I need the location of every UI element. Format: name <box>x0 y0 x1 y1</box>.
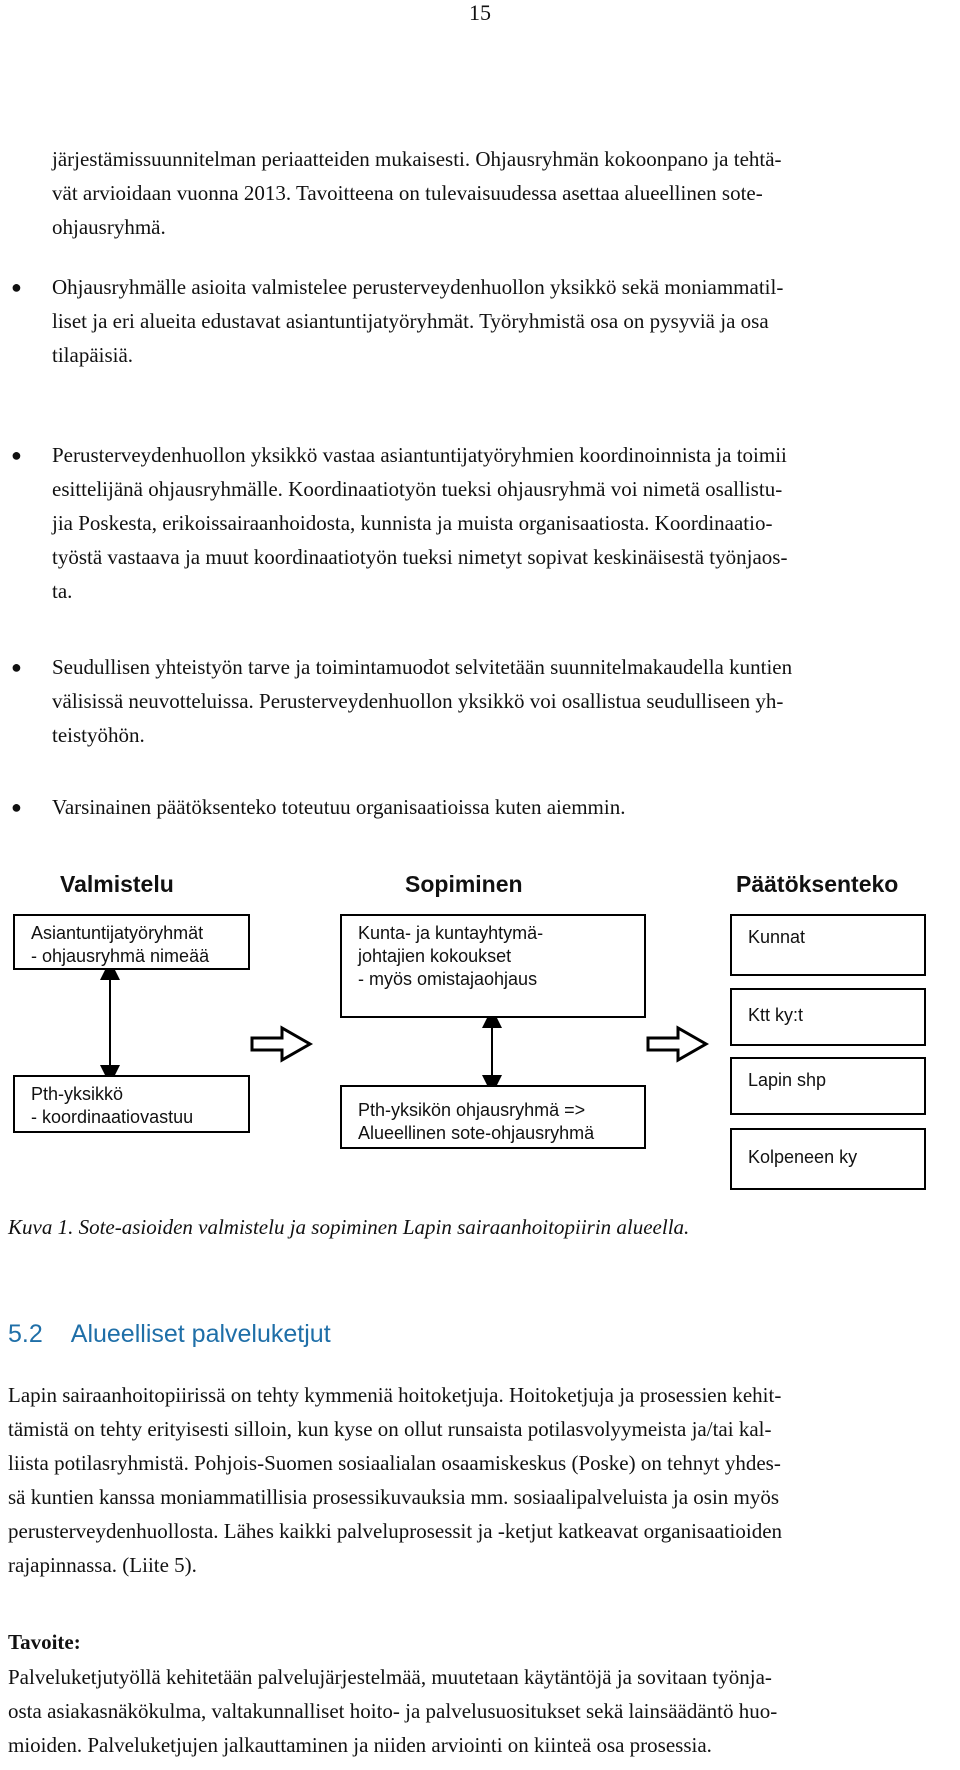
text-line: esittelijänä ohjausryhmälle. Koordinaatiotyön tueksi ohjausryhmä voi nimetä osallistu- <box>52 477 783 501</box>
text-line: tilapäisiä. <box>52 343 134 367</box>
bullet-icon: ● <box>11 797 22 817</box>
text-line: Lapin sairaanhoitopiirissä on tehty kymmeniä hoitoketjuja. Hoitoketjuja ja prosessien kehit- <box>8 1383 782 1407</box>
heading-sopiminen: Sopiminen <box>405 871 523 897</box>
bullet-item <box>11 790 942 824</box>
box-line: Pth-yksikkö <box>31 1084 124 1104</box>
box-line: - myös omistajaohjaus <box>358 969 538 989</box>
box-line: Asiantuntijatyöryhmät <box>31 923 204 943</box>
block-arrow-right-1 <box>252 1028 310 1060</box>
text-line: Varsinainen päätöksenteko toteutuu organisaatioissa kuten aiemmin. <box>52 795 626 819</box>
text-line: järjestämissuunnitelman periaatteiden mukaisesti. Ohjausryhmän kokoonpano ja tehtä- <box>52 147 782 171</box>
text-line: Seudullisen yhteistyön tarve ja toimintamuodot selvitetään suunnitelmakaudella kuntien <box>52 655 793 679</box>
figure-caption: Kuva 1. Sote-asioiden valmistelu ja sopiminen Lapin sairaanhoitopiirin alueella. <box>8 1215 690 1239</box>
text-line: jia Poskesta, erikoissairaanhoidosta, kunnista ja muista organisaatiosta. Koordinaatio- <box>52 511 773 535</box>
text-line: työstä vastaava ja muut koordinaatiotyön tueksi nimetyt sopivat keskinäisestä työnjaos- <box>52 545 788 569</box>
text-line: ohjausryhmä. <box>52 215 166 239</box>
box-pth-ohjausryhma <box>340 1085 646 1149</box>
section-heading <box>8 1318 331 1350</box>
text-line: mioiden. Palveluketjujen jalkauttaminen ja niiden arviointi on kiinteä osa prosessia. <box>8 1733 712 1757</box>
bullet-icon: ● <box>11 277 22 297</box>
bullet-item <box>11 650 942 752</box>
box-kunta-johtajat <box>340 914 646 1018</box>
bullet-item <box>11 270 942 372</box>
text-line: liset ja eri alueita edustavat asiantuntijatyöryhmät. Työryhmistä osa on pysyviä ja osa <box>52 309 769 333</box>
box-line: Alueellinen sote-ohjausryhmä <box>358 1123 595 1143</box>
text-line: Perusterveydenhuollon yksikkö vastaa asiantuntijatyöryhmien koordinoinnista ja toimii <box>52 443 787 467</box>
text-line: osta asiakasnäkökulma, valtakunnalliset hoito- ja palvelusuositukset sekä lainsäädäntö huo- <box>8 1699 778 1723</box>
block-arrow-right-2 <box>648 1028 706 1060</box>
text-line: ta. <box>52 579 73 603</box>
text-line: Ohjausryhmälle asioita valmistelee perusterveydenhuollon yksikkö sekä moniammatil- <box>52 275 784 299</box>
section-paragraph <box>8 1378 943 1582</box>
box-ktt-kyt: Ktt ky:t <box>730 988 926 1046</box>
intro-paragraph <box>52 142 942 244</box>
section-number: 5.2 <box>8 1320 43 1348</box>
section-title: Alueelliset palveluketjut <box>70 1320 331 1348</box>
figure-diagram <box>0 870 960 1200</box>
text-line: vät arvioidaan vuonna 2013. Tavoitteena on tulevaisuudessa asettaa alueellinen sote- <box>52 181 763 205</box>
box-line: - ohjausryhmä nimeää <box>31 946 210 966</box>
box-line: johtajien kokoukset <box>358 946 512 966</box>
text-line: perusterveydenhuollosta. Lähes kaikki palveluprosessit ja -ketjut katkeavat organisaatioiden <box>8 1519 783 1543</box>
box-line: - koordinaatiovastuu <box>31 1107 194 1127</box>
text-line: tämistä on tehty erityisesti silloin, kun kyse on ollut runsaista potilasvolyymeista ja/tai kal- <box>8 1417 772 1441</box>
box-kunnat: Kunnat <box>730 914 926 976</box>
text-line: teistyöhön. <box>52 723 145 747</box>
text-line: liista potilasryhmistä. Pohjois-Suomen sosiaalialan osaamiskeskus (Poske) on tehnyt yhdes- <box>8 1451 781 1475</box>
box-kolpeneen-ky: Kolpeneen ky <box>730 1128 926 1190</box>
heading-valmistelu: Valmistelu <box>60 871 174 897</box>
box-line: Pth-yksikön ohjausryhmä => <box>358 1100 586 1120</box>
box-line: Kunta- ja kuntayhtymä- <box>358 923 544 943</box>
text-line: Palveluketjutyöllä kehitetään palvelujärjestelmää, muutetaan käytäntöjä ja sovitaan työnja- <box>8 1665 772 1689</box>
text-line: rajapinnassa. (Liite 5). <box>8 1553 197 1577</box>
goal-paragraph <box>8 1660 943 1762</box>
text-line: sä kuntien kanssa moniammatillisia prosessikuvauksia mm. sosiaalipalveluista ja osin myös <box>8 1485 780 1509</box>
box-pth-yksikko <box>13 1075 250 1133</box>
bullet-icon: ● <box>11 657 22 677</box>
goal-label: Tavoite: <box>8 1630 81 1654</box>
text-line: välisissä neuvotteluissa. Perusterveydenhuollon yksikkö voi osallistua seudulliseen yh- <box>52 689 784 713</box>
bullet-icon: ● <box>11 445 22 465</box>
box-asiantuntijatyoryhmat <box>13 914 250 970</box>
page-number: 15 <box>469 0 491 25</box>
heading-paatoksenteko: Päätöksenteko <box>736 871 899 897</box>
bullet-item <box>11 438 942 608</box>
box-lapin-shp: Lapin shp <box>730 1057 926 1115</box>
